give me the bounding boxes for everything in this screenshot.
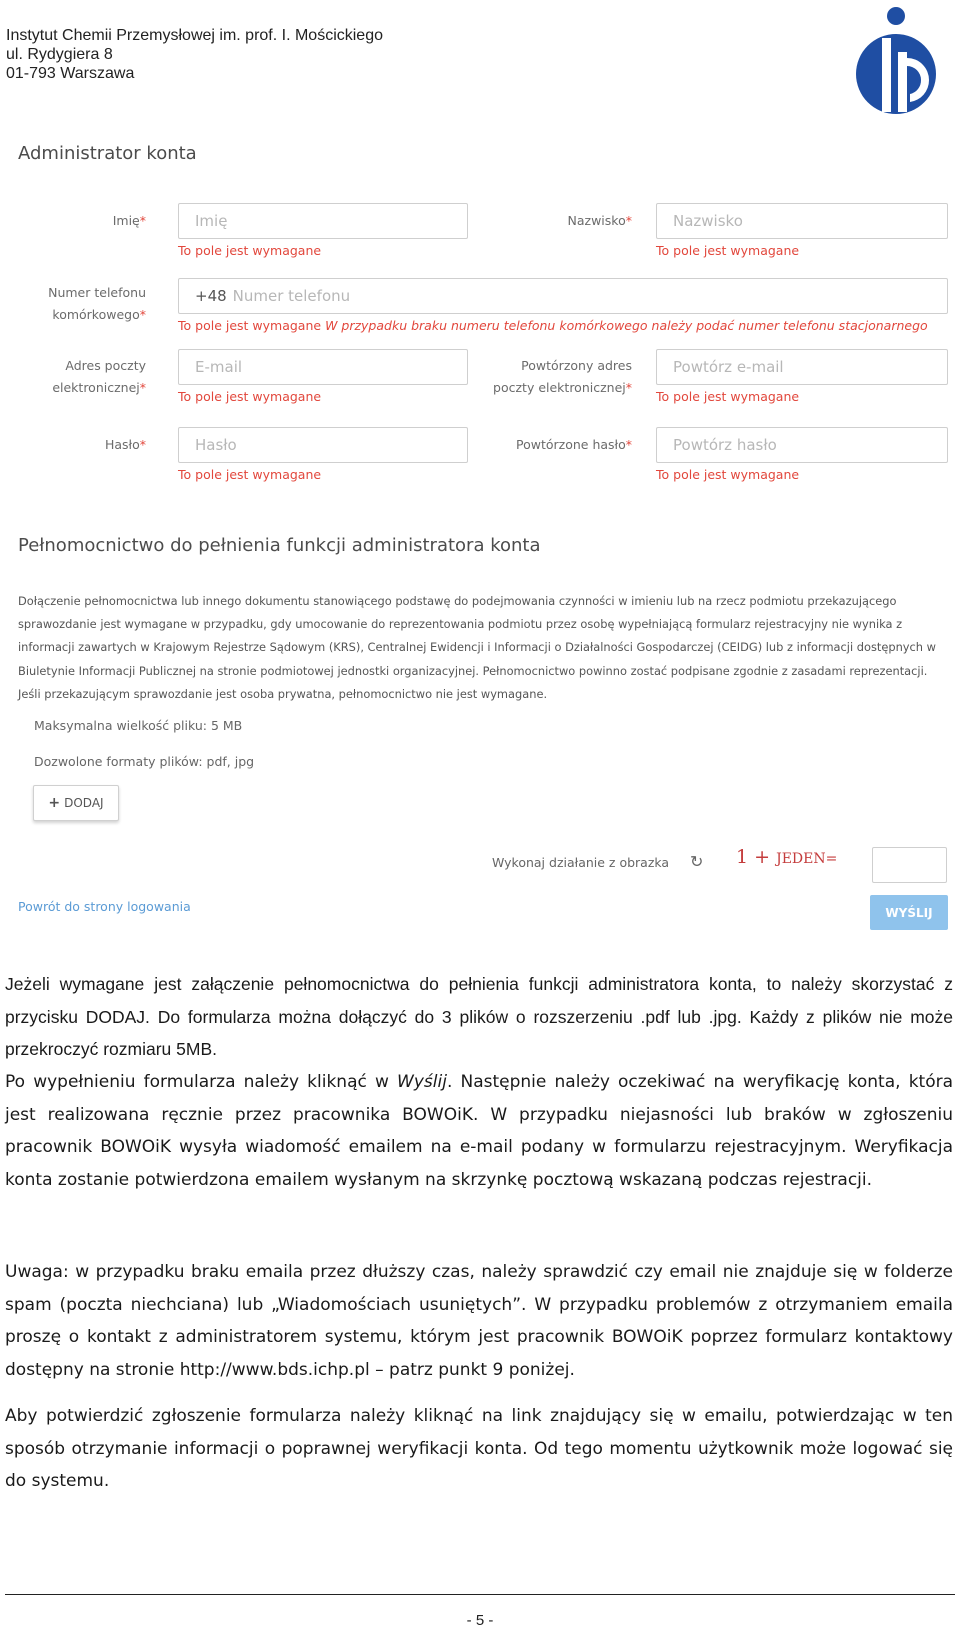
page-number: - 5 - bbox=[466, 1612, 494, 1629]
email-error: To pole jest wymagane bbox=[178, 389, 322, 404]
poa-description: Dołączenie pełnomocnictwa lub innego dokumentu stanowiącego podstawę do podejmowania czynności w imieniu lub na rzecz podmiotu przekazującego sprawozdanie jest wymagane w przypadku, gdy umocowanie do reprezentowania podmiotu przez osobę wypełniającą formularz rejestracyjny nie wynika z informacji zawartych w Krajowym Rejestrze Sądowym (KRS), Centralnej Ewidencji i Informacji o Działalności Gospodarczej (CEIDG) lub z informacji dostępnych w Biuletynie Informacji Publicznej na stronie podmiotowej jednostki organizacyjnej. Pełnomocnictwo powinno zostać podpisane zgodnie z zasadami reprezentacji. Jeśli przekazującym sprawozdanie jest osoba prywatna, pełnomocnictwo nie jest wymagane. bbox=[18, 594, 936, 701]
footer-divider bbox=[5, 1594, 955, 1595]
send-emphasis: Wyślij bbox=[397, 1072, 447, 1092]
send-button[interactable]: WYŚLIJ bbox=[870, 895, 948, 930]
section-title-admin: Administrator konta bbox=[18, 143, 197, 164]
password-repeat-label: Powtórzone hasło* bbox=[516, 437, 632, 452]
letterhead-institute: Instytut Chemii Przemysłowej im. prof. I. Mościckiego bbox=[6, 27, 383, 44]
phone-input[interactable] bbox=[178, 278, 948, 314]
letterhead-city: 01-793 Warszawa bbox=[6, 65, 135, 82]
allowed-formats: Dozwolone formaty plików: pdf, jpg bbox=[34, 754, 255, 769]
max-file-size: Maksymalna wielkość pliku: 5 MB bbox=[34, 718, 243, 733]
first-name-label: Imię* bbox=[112, 213, 146, 228]
add-file-button[interactable] bbox=[33, 785, 119, 821]
last-name-input[interactable]: Nazwisko bbox=[656, 203, 948, 239]
letterhead bbox=[6, 26, 383, 83]
plus-icon: + bbox=[48, 795, 61, 811]
captcha-image: 1 + JEDEN= bbox=[736, 846, 838, 868]
letterhead-street: ul. Rydygiera 8 bbox=[6, 46, 113, 63]
ichp-logo-icon bbox=[850, 4, 942, 122]
password-input[interactable]: Hasło bbox=[178, 427, 468, 463]
paragraph-note: Uwaga: w przypadku braku emaila przez dłuższy czas, należy sprawdzić czy email nie znajduje się w folderze spam (poczta niechciana) lub „Wiadomościach usuniętych”. W przypadku problemów z otrzymaniem emaila proszę o kontakt z administratorem systemu, którym jest pracownik BOWOiK poprzez formularz kontaktowy dostępny na stronie http://www.bds.ichp.pl – patrz punkt 9 poniżej. bbox=[5, 1262, 953, 1380]
phone-label: Numer telefonu komórkowego* bbox=[48, 285, 146, 322]
refresh-icon[interactable]: ↻ bbox=[690, 852, 704, 871]
phone-error: To pole jest wymagane W przypadku braku numeru telefonu komórkowego należy podać numer telefonu stacjonarnego bbox=[178, 318, 928, 333]
password-error: To pole jest wymagane bbox=[178, 467, 322, 482]
back-to-login-link[interactable]: Powrót do strony logowania bbox=[18, 899, 191, 914]
email-repeat-error: To pole jest wymagane bbox=[656, 389, 800, 404]
captcha-label: Wykonaj działanie z obrazka bbox=[492, 855, 670, 870]
first-name-error: To pole jest wymagane bbox=[178, 243, 322, 258]
add-file-button-label: DODAJ bbox=[64, 796, 104, 810]
password-label: Hasło* bbox=[104, 437, 146, 452]
password-repeat-input[interactable]: Powtórz hasło bbox=[656, 427, 948, 463]
paragraph-submit: Po wypełnieniu formularza należy kliknąć w Wyślij. Następnie należy oczekiwać na weryfikację konta, która jest realizowana ręcznie przez pracownika BOWOiK. W przypadku niejasności lub braków w zgłoszeniu pracownik BOWOiK wysyła wiadomość emailem na e-mail podany w formularzu rejestracyjnym. Weryfikacja konta zostanie potwierdzona emailem wysłanym na skrzynkę pocztową wskazaną podczas rejestracji. bbox=[5, 1072, 954, 1190]
first-name-input[interactable]: Imię bbox=[178, 203, 468, 239]
phone-note: W przypadku braku numeru telefonu komórkowego należy podać numer telefonu stacjonarnego bbox=[325, 318, 928, 333]
email-input[interactable]: E-mail bbox=[178, 349, 468, 385]
phone-placeholder: Numer telefonu bbox=[232, 287, 351, 305]
phone-prefix: +48 bbox=[195, 287, 227, 305]
email-label: Adres poczty elektronicznej* bbox=[52, 358, 146, 395]
captcha-input[interactable] bbox=[872, 847, 947, 883]
paragraph-confirm: Aby potwierdzić zgłoszenie formularza należy kliknąć na link znajdujący się w emailu, potwierdzając w ten sposób otrzymanie informacji o poprawnej weryfikacji konta. Od tego momentu użytkownik może logować się do systemu. bbox=[5, 1406, 953, 1491]
email-repeat-label: Powtórzony adres poczty elektronicznej* bbox=[493, 358, 632, 395]
email-repeat-input[interactable]: Powtórz e-mail bbox=[656, 349, 948, 385]
registration-form-screenshot bbox=[0, 130, 960, 990]
last-name-label: Nazwisko* bbox=[567, 213, 632, 228]
paragraph-attachment: Jeżeli wymagane jest załączenie pełnomocnictwa do pełnienia funkcji administratora konta, to należy skorzystać z przycisku DODAJ. Do formularza można dołączyć do 3 plików o rozszerzeniu .pdf lub .jpg. Każdy z plików nie może przekroczyć rozmiaru 5MB. bbox=[5, 974, 953, 1059]
section-title-poa: Pełnomocnictwo do pełnienia funkcji administratora konta bbox=[18, 535, 541, 556]
last-name-error: To pole jest wymagane bbox=[656, 243, 800, 258]
password-repeat-error: To pole jest wymagane bbox=[656, 467, 800, 482]
